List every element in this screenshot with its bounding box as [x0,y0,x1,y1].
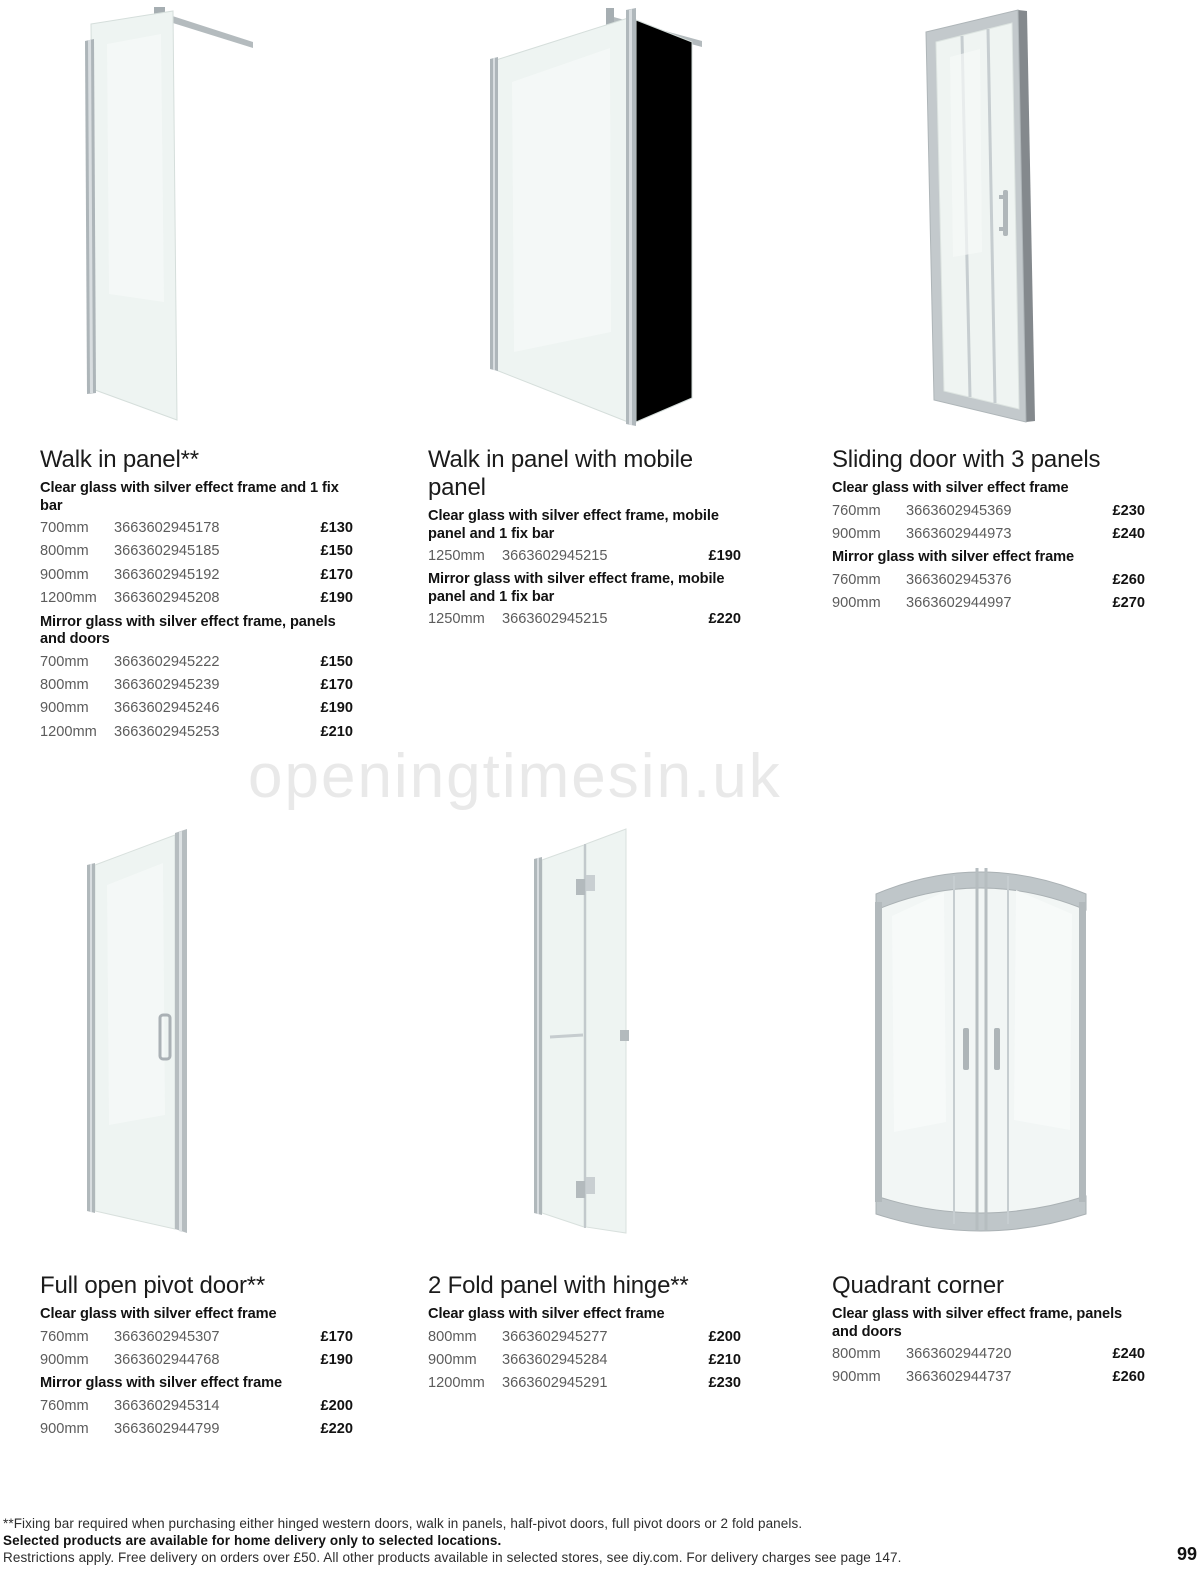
footnote-restrictions: Restrictions apply. Free delivery on orders over £50. All other products available in selected stores, see diy.com. For delivery charges see page 147. [3,1550,902,1565]
quadrant-corner-image [858,832,1103,1245]
product-row [428,545,741,568]
product-card-sliding-door [832,0,1152,745]
product-code: 3663602945307 [114,1328,220,1345]
product-row [428,608,741,631]
size: 900mm [832,1369,881,1386]
product-card-walk-in-panel-mobile [428,0,748,745]
product-row [832,523,1145,546]
product-code: 3663602945178 [114,520,220,536]
2-fold-panel-image [520,815,665,1242]
price: £270 [1112,595,1145,612]
product-code: 3663602944997 [906,595,1012,612]
product-spec-table [832,1306,1145,1390]
price: £170 [320,1328,353,1345]
product-code: 3663602944799 [114,1421,220,1438]
sliding-door-image [890,2,1070,435]
size: 900mm [40,566,89,583]
price: £210 [708,1351,741,1368]
footnote-home-delivery: Selected products are available for home delivery only to selected locations. [3,1533,502,1548]
size: 800mm [40,677,89,694]
size: 900mm [40,700,89,717]
size: 760mm [832,502,881,519]
price: £260 [1112,1369,1145,1386]
product-code: 3663602945291 [502,1375,608,1392]
product-row [40,1418,353,1441]
product-row [40,674,353,697]
product-spec-table [40,480,353,744]
spec-subtitle: Clear glass with silver effect frame, panels and doors [832,1306,1123,1340]
footnote-fixing-bar: **Fixing bar required when purchasing either hinged western doors, walk in panels, half-pivot doors, full pivot doors or 2 fold panels. [3,1516,803,1531]
product-card-walk-in-panel [40,0,360,745]
product-card-quadrant-corner [832,810,1152,1470]
product-code: 3663602944737 [906,1369,1012,1386]
price: £200 [708,1328,741,1345]
2-fold-panel-illustration [520,815,665,1237]
product-card-pivot-door [40,810,360,1470]
product-row [428,1349,741,1372]
size: 800mm [40,543,89,560]
product-code: 3663602945222 [114,653,220,670]
product-code: 3663602945239 [114,677,220,694]
pivot-door-illustration [75,815,215,1240]
product-code: 3663602945277 [502,1328,608,1345]
spec-subtitle: Clear glass with silver effect frame [428,1306,665,1322]
size: 1250mm [428,548,485,564]
size: 760mm [40,1397,89,1414]
size: 800mm [428,1328,477,1345]
price: £260 [1112,571,1145,588]
walk-in-panel-mobile-image [460,2,720,442]
product-code: 3663602945215 [502,611,608,628]
walk-in-panel-illustration [65,2,315,427]
price: £150 [320,653,353,670]
product-code: 3663602945253 [114,723,220,740]
size: 700mm [40,653,89,670]
product-title: Full open pivot door** [40,1272,266,1299]
product-code: 3663602945185 [114,543,220,560]
spec-subtitle: Clear glass with silver effect frame and 1 fix bar [40,480,339,514]
product-row [40,1395,353,1418]
product-spec-table [428,508,741,632]
walk-in-panel-image [65,2,315,432]
product-title: Walk in panel with mobile panel [428,446,693,501]
product-spec-table [832,480,1145,616]
product-row [40,1326,353,1349]
price: £230 [708,1375,741,1392]
product-code: 3663602944720 [906,1346,1012,1362]
price: £220 [708,611,741,628]
price: £200 [320,1397,353,1414]
size: 700mm [40,520,89,536]
spec-subtitle: Mirror glass with silver effect frame [832,549,1075,566]
product-spec-table [428,1306,741,1396]
spec-subtitle: Mirror glass with silver effect frame, panels and doors [40,613,336,648]
product-row [832,592,1145,615]
product-code: 3663602945208 [114,590,220,607]
product-code: 3663602945369 [906,502,1012,519]
product-row [428,1372,741,1395]
product-row [832,500,1145,523]
product-card-2-fold-panel [428,810,748,1470]
price: £190 [320,1351,353,1368]
page-number: 99 [1176,1544,1197,1564]
size: 900mm [40,1351,89,1368]
product-row [40,1349,353,1372]
walk-in-panel-mobile-illustration [460,2,720,437]
price: £130 [320,520,353,536]
size: 1250mm [428,611,485,628]
spec-subtitle: Mirror glass with silver effect frame [40,1375,283,1392]
spec-subtitle: Clear glass with silver effect frame, mobile panel and 1 fix bar [428,508,719,542]
product-code: 3663602945284 [502,1351,608,1368]
price: £220 [320,1421,353,1438]
product-title: Sliding door with 3 panels [832,446,1101,473]
product-row [40,587,353,610]
quadrant-corner-illustration [858,832,1103,1240]
spec-subtitle: Clear glass with silver effect frame [40,1306,277,1322]
product-code: 3663602944973 [906,525,1012,542]
size: 900mm [832,595,881,612]
size: 900mm [428,1351,477,1368]
size: 760mm [40,1328,89,1345]
product-row [40,721,353,744]
size: 900mm [832,525,881,542]
product-code: 3663602945192 [114,566,220,583]
product-spec-table [40,1306,353,1442]
product-code: 3663602945246 [114,700,220,717]
size: 800mm [832,1346,881,1362]
size: 1200mm [428,1375,485,1392]
pivot-door-image [75,815,215,1245]
product-row [428,1326,741,1349]
product-code: 3663602945376 [906,571,1012,588]
product-row [832,569,1145,592]
price: £190 [708,548,741,564]
product-code: 3663602945314 [114,1397,220,1414]
product-code: 3663602945215 [502,548,608,564]
price: £240 [1112,525,1145,542]
price: £170 [320,677,353,694]
price: £190 [320,590,353,607]
product-title: 2 Fold panel with hinge** [428,1272,689,1299]
price: £150 [320,543,353,560]
price: £230 [1112,502,1145,519]
price: £210 [320,723,353,740]
price: £190 [320,700,353,717]
product-row [832,1343,1145,1366]
product-row [40,564,353,587]
product-row [832,1366,1145,1389]
product-row [40,697,353,720]
product-row [40,517,353,540]
size: 900mm [40,1421,89,1438]
spec-subtitle: Mirror glass with silver effect frame, mobile panel and 1 fix bar [428,571,725,605]
price: £240 [1112,1346,1145,1362]
size: 1200mm [40,723,97,740]
spec-subtitle: Clear glass with silver effect frame [832,480,1069,496]
size: 1200mm [40,590,97,607]
product-row [40,540,353,563]
size: 760mm [832,571,881,588]
sliding-door-illustration [890,2,1070,430]
watermark: openingtimesin.uk [248,742,782,811]
price: £170 [320,566,353,583]
product-title: Quadrant corner [832,1272,1004,1299]
product-code: 3663602944768 [114,1351,220,1368]
product-row [40,651,353,674]
product-title: Walk in panel** [40,446,199,473]
